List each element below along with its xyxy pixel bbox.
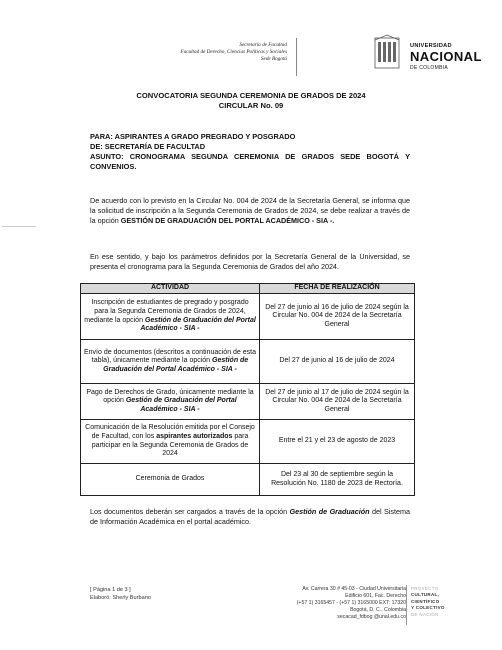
university-name-line3: DE COLOMBIA xyxy=(410,65,449,71)
subject-line: ASUNTO: CRONOGRAMA SEGUNDA CEREMONIA DE GRADOS SEDE BOGOTÁ Y CONVENIOS. xyxy=(90,152,410,171)
activity-emphasis: Gestión de Graduación del Portal Académico - SIA - xyxy=(125,397,237,413)
activity-emphasis: Gestión de Graduación del Portal Académico - SIA - xyxy=(140,316,256,333)
margin-mark xyxy=(2,226,36,227)
date-cell: Del 27 de junio al 16 de julio de 2024 según la Circular No. 004 de 2024 de la Secretaría General xyxy=(260,294,415,340)
doc-title: CONVOCATORIA SEGUNDA CEREMONIA DE GRADOS DE 2024 xyxy=(136,91,366,100)
column-header-date: FECHA DE REALIZACIÓN xyxy=(260,284,415,294)
activity-emphasis: Gestión de Graduación del Portal Académico - SIA - xyxy=(103,357,249,373)
table-row xyxy=(81,420,415,464)
footer-logo-line: CULTURAL, xyxy=(411,592,440,598)
university-name-line1: UNIVERSIDAD xyxy=(410,43,452,49)
table-row xyxy=(81,464,415,496)
activity-text: Envío de documentos (descritos a continuación de esta tabla), únicamente mediante la opción xyxy=(84,348,256,365)
paragraph-text: del Sistema de Información Académica en el portal académico. xyxy=(90,507,411,526)
paragraph-emphasis: GESTIÓN DE GRADUACIÓN DEL PORTAL ACADÉMICO - SIA -. xyxy=(120,215,335,225)
activity-text: para participar en la Segunda Ceremonia de Grados de 2024 xyxy=(91,432,249,458)
office-header xyxy=(180,42,287,63)
date-cell: Del 27 de junio al 17 de julio de 2024 según la Circular No. 004 de 2024 de la Secretaría General xyxy=(260,384,415,420)
university-seal-icon xyxy=(373,34,401,72)
activity-text: Inscripción de estudiantes de pregrado y posgrado para la Segunda Ceremonia de Grados de 2024, mediante la opción xyxy=(84,299,249,324)
office-line: Secretaría de Facultad xyxy=(239,42,287,48)
activity-cell xyxy=(81,384,260,420)
paragraph-emphasis: Gestión de Graduación xyxy=(289,507,370,516)
footer-divider xyxy=(406,585,407,625)
paragraph-schedule: En ese sentido, y bajo los parámetros definidos por la Secretaría General de la Universidad, se presenta el cronograma para la Segunda Ceremonia de Grados del año 2024. xyxy=(90,252,410,271)
table-row xyxy=(81,294,415,340)
footer-address xyxy=(297,586,406,621)
office-line: Facultad de Derecho, Ciencias Políticas y Sociales xyxy=(180,49,287,55)
city-line: Bogotá, D. C., Colombia xyxy=(350,607,406,613)
footer-logo-line: PROYECTO xyxy=(411,586,439,591)
activity-cell: Ceremonia de Grados xyxy=(81,464,260,496)
footer-logo-line: DE NACIÓN xyxy=(411,611,439,617)
date-cell: Del 27 de junio al 16 de julio de 2024 xyxy=(260,340,415,384)
paragraph-text: Los documentos deberán ser cargados a través de la opción xyxy=(90,507,290,516)
paragraph-intro xyxy=(90,196,410,225)
university-name-line2: NACIONAL xyxy=(410,49,482,64)
column-header-activity: ACTIVIDAD xyxy=(81,284,260,294)
paragraph-documents xyxy=(90,507,410,527)
doc-circular: CIRCULAR No. 09 xyxy=(218,101,284,110)
table-row xyxy=(81,340,415,384)
office-line: Sede Bogotá xyxy=(260,56,287,62)
activity-cell xyxy=(81,294,260,340)
address-line: Edificio 601, Fac. Derecho xyxy=(345,593,406,599)
activity-text: Pago de Derechos de Grado, únicamente mediante la opción xyxy=(86,388,254,405)
recipients-line: PARA: ASPIRANTES A GRADO PREGRADO Y POSGRADO xyxy=(90,132,296,141)
header-divider xyxy=(296,38,297,76)
activity-cell xyxy=(81,340,260,384)
table-header-row xyxy=(81,284,415,294)
date-cell: Del 23 al 30 de septiembre según la Resolución No. 1180 de 2023 de Rectoría. xyxy=(260,464,415,496)
author-line: Elaboró: Sherly Burbano xyxy=(90,594,151,601)
table-row xyxy=(81,384,415,420)
footer-meta xyxy=(90,587,151,602)
footer-logo-line: CIENTÍFICO xyxy=(411,598,440,604)
activity-cell xyxy=(81,420,260,464)
schedule-table xyxy=(80,283,415,496)
sender-line: DE: SECRETARÍA DE FACULTAD xyxy=(90,142,206,151)
activity-emphasis: aspirantes autorizados xyxy=(156,432,233,440)
date-cell: Entre el 21 y el 23 de agosto de 2023 xyxy=(260,420,415,464)
footer-logo xyxy=(411,586,445,618)
page-number: [ Página 1 de 3 ] xyxy=(90,587,131,593)
phone-line: (+57 1) 3165457 - (+57 1) 3165000 EXT: 17320 xyxy=(296,600,406,606)
activity-text: Comunicación de la Resolución emitida por el Consejo de Facultad, con los xyxy=(85,424,255,440)
address-line: Av. Carrera 30 # 45-03 - Ciudad Universitaria xyxy=(302,586,406,592)
paragraph-text: De acuerdo con lo previsto en la Circular No. 004 de 2024 de la Secretaría General, se informa que la solicitud de inscripción a la Segunda Ceremonia de Grados de 2024, se debe realizar a través de la opción xyxy=(90,196,410,225)
footer-logo-line: Y COLECTIVO xyxy=(411,605,445,611)
email-line: secacad_fdbog @unal.edu.co xyxy=(337,614,406,620)
